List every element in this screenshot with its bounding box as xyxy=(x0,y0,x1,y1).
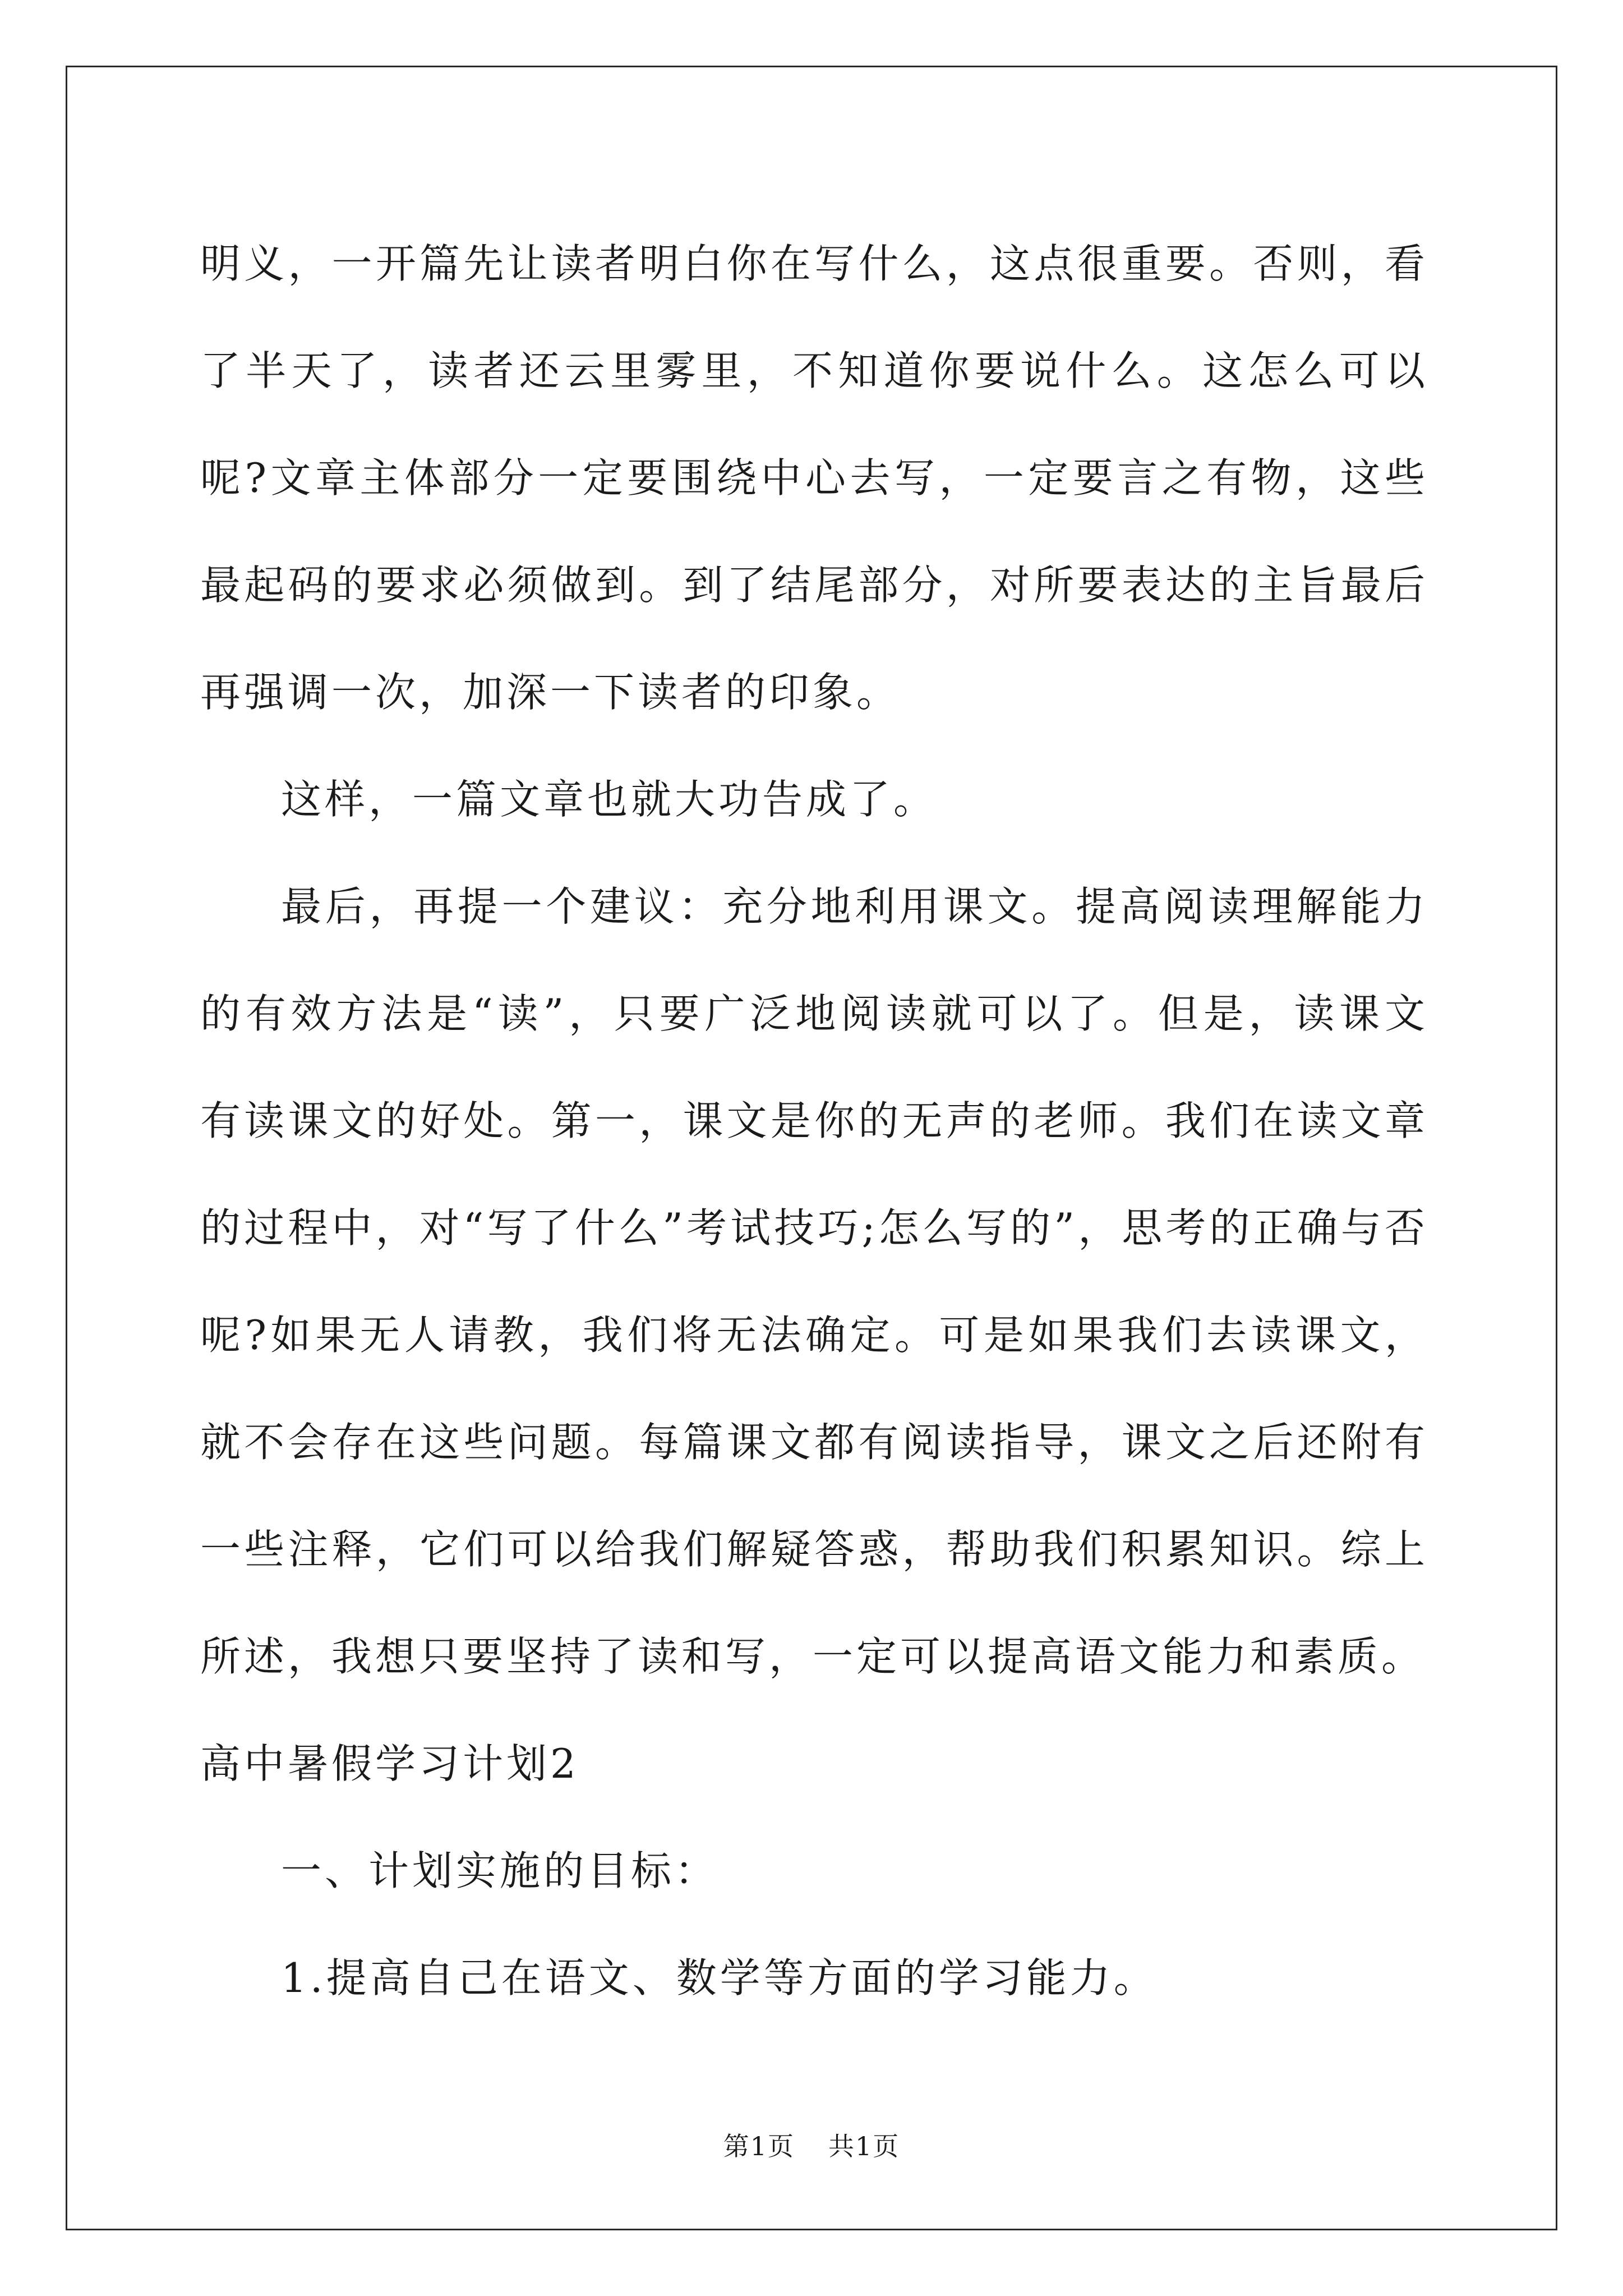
document-body xyxy=(200,210,1428,2032)
subheading-goals: 一、计划实施的目标： xyxy=(281,1847,719,1894)
paragraph-intro-continued: 明义，一开篇先让读者明白你在写什么，这点很重要。否则，看了半天了，读者还云里雾里，不知道你要说什么。这怎么可以呢?文章主体部分一定要围绕中心去写，一定要言之有物，这些最起码的要求必须做到。到了结尾部分，对所要表达的主旨最后再强调一次，加深一下读者的印象。 xyxy=(200,240,1428,716)
list-item-goal-1: 1.提高自己在语文、数学等方面的学习能力。 xyxy=(281,1954,1158,2001)
page-number-total: 共1页 xyxy=(828,2131,900,2161)
paragraph-conclusion: 这样，一篇文章也就大功告成了。 xyxy=(281,776,938,823)
page-number-current: 第1页 xyxy=(723,2131,795,2161)
page-footer xyxy=(0,2126,1623,2163)
section-heading: 高中暑假学习计划2 xyxy=(200,1740,579,1787)
paragraph-suggestion: 最后，再提一个建议：充分地利用课文。提高阅读理解能力的有效方法是“读”，只要广泛地阅读就可以了。但是，读课文有读课文的好处。第一，课文是你的无声的老师。我们在读文章的过程中，对“写了什么”考试技巧;怎么写的”，思考的正确与否呢?如果无人请教，我们将无法确定。可是如果我们去读课文，就不会存在这些问题。每篇课文都有阅读指导，课文之后还附有一些注释，它们可以给我们解疑答惑，帮助我们积累知识。综上所述，我想只要坚持了读和写，一定可以提高语文能力和素质。 xyxy=(200,883,1428,1680)
